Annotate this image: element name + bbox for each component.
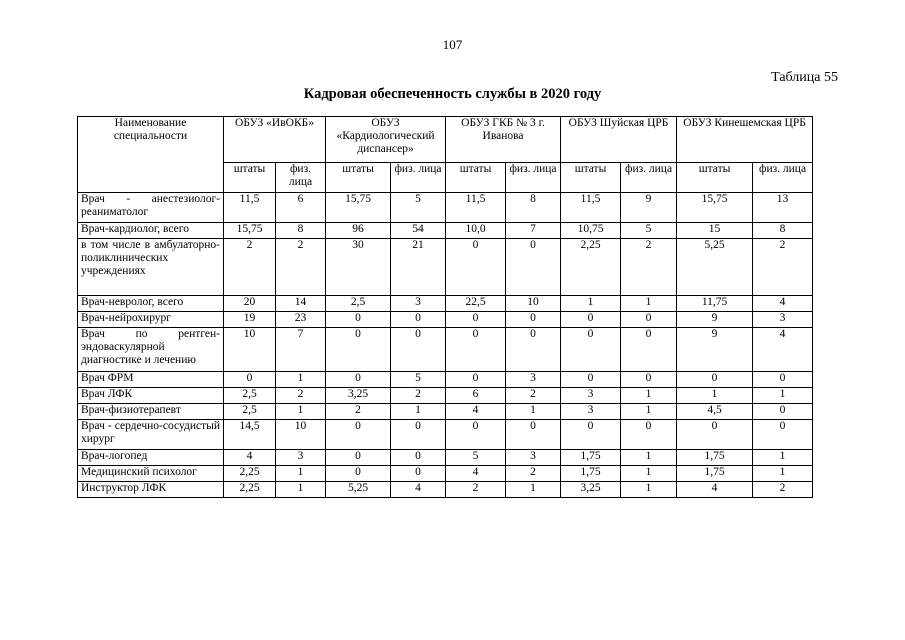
specialty-name: Врач-кардиолог, всего [78,223,224,239]
persons-value: 4 [753,296,813,312]
header-org: ОБУЗ Шуйская ЦРБ [561,117,677,163]
persons-value: 3 [391,296,446,312]
specialty-name: Врач-логопед [78,450,224,466]
staff-value: 0 [326,450,391,466]
staff-value: 2,25 [561,239,621,296]
persons-value: 0 [506,328,561,372]
persons-value: 1 [621,450,677,466]
staff-value: 0 [561,328,621,372]
specialty-name: Врач ЛФК [78,388,224,404]
staff-value: 4 [224,450,276,466]
persons-value: 0 [621,372,677,388]
staff-value: 9 [677,312,753,328]
header-staff: штаты [677,163,753,193]
persons-value: 1 [506,404,561,420]
persons-value: 21 [391,239,446,296]
persons-value: 2 [753,239,813,296]
staff-value: 5,25 [677,239,753,296]
header-persons: физ. лица [391,163,446,193]
staff-value: 4,5 [677,404,753,420]
specialty-name: в том числе в амбулаторно-поликлинических учреждениях [78,239,224,296]
specialty-name: Врач-невролог, всего [78,296,224,312]
staff-value: 5,25 [326,482,391,498]
persons-value: 0 [753,404,813,420]
persons-value: 4 [753,328,813,372]
persons-value: 0 [506,312,561,328]
table-row [78,328,813,372]
staff-value: 3 [561,388,621,404]
staff-value: 4 [677,482,753,498]
table-label: Таблица 55 [771,70,838,85]
staff-value: 1,75 [561,450,621,466]
persons-value: 0 [753,420,813,450]
staff-value: 3,25 [326,388,391,404]
header-org: ОБУЗ ГКБ № 3 г. Иванова [446,117,561,163]
staff-value: 15,75 [326,193,391,223]
persons-value: 0 [621,420,677,450]
persons-value: 1 [276,404,326,420]
staff-value: 15,75 [224,223,276,239]
staff-value: 2,25 [224,482,276,498]
persons-value: 1 [753,450,813,466]
persons-value: 0 [391,328,446,372]
specialty-name: Врач - сердечно-сосудистый хирург [78,420,224,450]
staff-value: 0 [326,372,391,388]
staff-value: 9 [677,328,753,372]
staff-value: 0 [561,420,621,450]
table-row [78,239,813,296]
persons-value: 1 [753,388,813,404]
header-staff: штаты [326,163,391,193]
table-title: Кадровая обеспеченность службы в 2020 году [303,86,602,102]
persons-value: 1 [506,482,561,498]
persons-value: 2 [753,482,813,498]
persons-value: 3 [506,450,561,466]
staff-value: 0 [446,239,506,296]
staff-value: 96 [326,223,391,239]
persons-value: 0 [391,466,446,482]
staff-value: 6 [446,388,506,404]
table-row [78,372,813,388]
staff-value: 11,5 [446,193,506,223]
staff-value: 1,75 [677,450,753,466]
table-body [78,193,813,498]
persons-value: 0 [391,420,446,450]
staff-value: 0 [326,420,391,450]
header-org: ОБУЗ «ИвОКБ» [224,117,326,163]
header-staff: штаты [224,163,276,193]
table-row [78,388,813,404]
staff-value: 2,5 [326,296,391,312]
table-row [78,296,813,312]
staff-value: 11,5 [224,193,276,223]
persons-value: 0 [506,420,561,450]
persons-value: 1 [621,466,677,482]
table-row [78,193,813,223]
table-row [78,223,813,239]
table-row [78,450,813,466]
persons-value: 0 [391,450,446,466]
table-row [78,420,813,450]
persons-value: 9 [621,193,677,223]
persons-value: 6 [276,193,326,223]
staff-value: 0 [446,328,506,372]
staff-value: 0 [326,466,391,482]
staff-value: 1 [677,388,753,404]
persons-value: 3 [276,450,326,466]
header-persons: физ. лица [506,163,561,193]
persons-value: 2 [621,239,677,296]
staff-value: 19 [224,312,276,328]
staff-value: 4 [446,404,506,420]
persons-value: 13 [753,193,813,223]
page-number: 107 [442,37,463,52]
persons-value: 8 [753,223,813,239]
staff-value: 2 [446,482,506,498]
persons-value: 5 [621,223,677,239]
table-row [78,482,813,498]
persons-value: 10 [506,296,561,312]
staff-value: 1,75 [561,466,621,482]
header-persons: физ. лица [753,163,813,193]
persons-value: 5 [391,193,446,223]
specialty-name: Врач - анестезиолог-реаниматолог [78,193,224,223]
persons-value: 8 [276,223,326,239]
persons-value: 54 [391,223,446,239]
staff-value: 20 [224,296,276,312]
specialty-name: Врач-нейрохирург [78,312,224,328]
persons-value: 0 [506,239,561,296]
staff-value: 3,25 [561,482,621,498]
staff-value: 11,5 [561,193,621,223]
staff-value: 0 [446,372,506,388]
staff-value: 11,75 [677,296,753,312]
persons-value: 14 [276,296,326,312]
staff-value: 0 [677,372,753,388]
staff-value: 0 [561,312,621,328]
persons-value: 1 [621,296,677,312]
persons-value: 1 [621,388,677,404]
staff-value: 3 [561,404,621,420]
staff-value: 0 [561,372,621,388]
staff-value: 0 [326,312,391,328]
persons-value: 1 [753,466,813,482]
staff-value: 2,25 [224,466,276,482]
staff-value: 2,5 [224,388,276,404]
persons-value: 2 [276,388,326,404]
header-staff: штаты [561,163,621,193]
persons-value: 0 [621,312,677,328]
header-persons: физ. лица [621,163,677,193]
persons-value: 1 [621,482,677,498]
staff-value: 1 [561,296,621,312]
persons-value: 1 [276,482,326,498]
persons-value: 2 [506,388,561,404]
persons-value: 1 [391,404,446,420]
header-persons: физ. лица [276,163,326,193]
staff-value: 0 [224,372,276,388]
persons-value: 4 [391,482,446,498]
header-row-orgs [78,117,813,163]
table-row [78,404,813,420]
header-staff: штаты [446,163,506,193]
specialty-name: Инструктор ЛФК [78,482,224,498]
staffing-table [77,116,813,498]
staff-value: 14,5 [224,420,276,450]
persons-value: 0 [621,328,677,372]
header-specialty: Наименование специальности [78,117,224,193]
persons-value: 3 [753,312,813,328]
persons-value: 1 [621,404,677,420]
staff-value: 10,75 [561,223,621,239]
persons-value: 7 [506,223,561,239]
persons-value: 10 [276,420,326,450]
staff-value: 2,5 [224,404,276,420]
staff-value: 22,5 [446,296,506,312]
staff-value: 2 [224,239,276,296]
table-row [78,466,813,482]
table-row [78,312,813,328]
staff-value: 2 [326,404,391,420]
persons-value: 5 [391,372,446,388]
persons-value: 2 [506,466,561,482]
persons-value: 1 [276,372,326,388]
staff-value: 15 [677,223,753,239]
staff-value: 0 [326,328,391,372]
persons-value: 3 [506,372,561,388]
persons-value: 2 [276,239,326,296]
staff-value: 30 [326,239,391,296]
staff-value: 0 [446,420,506,450]
persons-value: 7 [276,328,326,372]
staff-value: 10,0 [446,223,506,239]
staff-value: 1,75 [677,466,753,482]
staff-value: 15,75 [677,193,753,223]
persons-value: 1 [276,466,326,482]
staff-value: 5 [446,450,506,466]
header-org: ОБУЗ «Кардиологический диспансер» [326,117,446,163]
staff-value: 10 [224,328,276,372]
specialty-name: Медицинский психолог [78,466,224,482]
staff-value: 0 [446,312,506,328]
persons-value: 0 [391,312,446,328]
staff-value: 0 [677,420,753,450]
header-org: ОБУЗ Кинешемская ЦРБ [677,117,813,163]
persons-value: 8 [506,193,561,223]
specialty-name: Врач по рентген-эндоваскулярной диагностике и лечению [78,328,224,372]
persons-value: 2 [391,388,446,404]
persons-value: 0 [753,372,813,388]
staff-value: 4 [446,466,506,482]
persons-value: 23 [276,312,326,328]
specialty-name: Врач-физиотерапевт [78,404,224,420]
specialty-name: Врач ФРМ [78,372,224,388]
